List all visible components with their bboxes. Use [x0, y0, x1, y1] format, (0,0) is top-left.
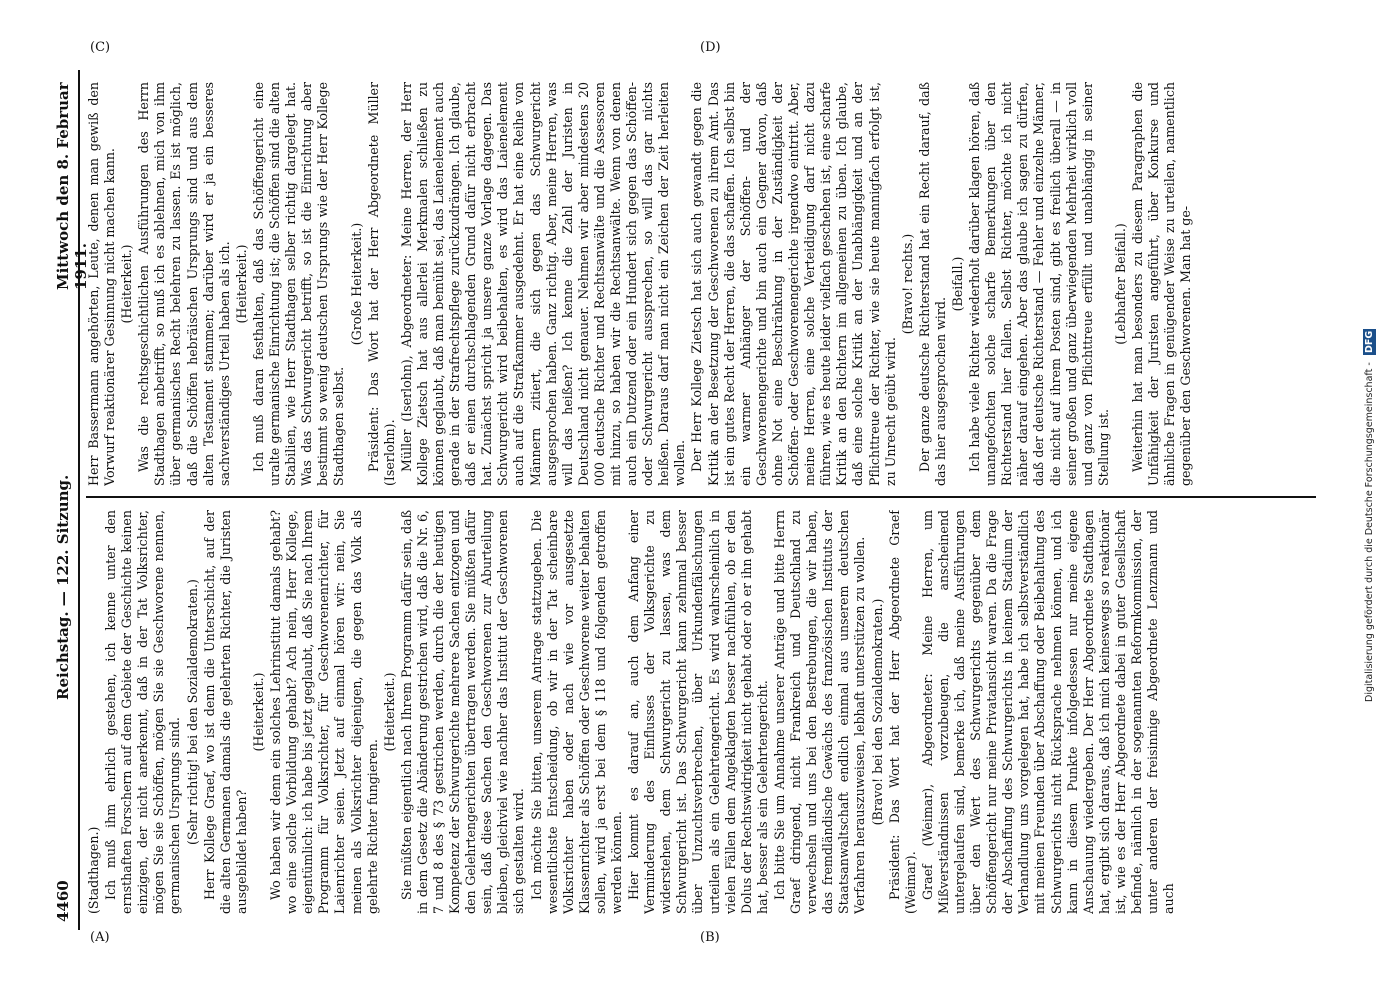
- paragraph: Ich möchte Sie bitten, unserem Antrage stattzugeben. Die wesentlichste Entscheidung, ob wir in der Tat scheinbare Volksrichter haben oder nach wie vor ausgesetzte Klassenrichter als Schöffen oder Geschworene weiter behalten sollen, wird ja erst bei dem § 118 und folgenden getroffen werden können.: [528, 510, 624, 914]
- paragraph: Ich muß daran festhalten, daß das Schöffengericht eine uralte germanische Einrichtung ist; die Schöffen sind die alten Stabilien, wie Herr Stadthagen selber richtig dargelegt hat. Was das Schwurgericht betrifft, so ist die Einrichtung aber bestimmt so wenig deutschen Ursprungs wie der Herr Kollege Stadthagen selbst.: [250, 82, 347, 486]
- paragraph: (Beifall.): [949, 256, 965, 312]
- paragraph: (Heiterkeit.): [119, 244, 135, 324]
- paragraph: Hier kommt es darauf an, auch dem Anfang einer Verminderung des Einflusses der Volksgerichte zu widerstehen, dem Schwurgericht zu lassen, was dem Schwurgericht ist. Das Schwurgericht kann zehnmal besser über Unzuchtsverbrechen, über Urkundenfälschungen urteilen als ein Gelehrtengericht. Es wird wahrscheinlich in vielen Fällen dem Angeklagten besser nachfühlen, ob er den Dolus der Rechtswidrigkeit nicht gehabt oder ob er ihn gehabt hat, besser als ein Gelehrtengericht.: [626, 510, 770, 914]
- margin-letter-d: (D): [700, 40, 721, 55]
- paragraph: Weiterhin hat man besonders zu diesem Paragraphen die Unfähigkeit der Juristen angeführt, über Konkurse und ähnliche Fragen in genügender Weise zu urteilen, namentlich gegenüber den Geschworenen. Man hat ge-: [1130, 82, 1194, 486]
- left-text-column: [86, 510, 1316, 914]
- paragraph: Präsident: Das Wort hat der Herr Abgeordnete Müller (Iserlohn).: [365, 82, 397, 486]
- paragraph: Der ganze deutsche Richterstand hat ein Recht darauf, daß das hier ausgesprochen wird.: [916, 82, 948, 486]
- paragraph: Sie müßten eigentlich nach Ihrem Programm dafür sein, daß in dem Gesetz die Abänderung gestrichen wird, daß die Nr. 6, 7 und 8 des § 73 gestrichen werden, durch die der heutigen Kompetenz der Schwurgerichte mehrere Sachen entzogen und den Gelehrtengerichten übertragen werden. Sie müßten dafür sein, daß diese Sachen den Geschworenen zur Aburteilung bleiben, gleichviel wie nachher das Institut der Geschworenen sich gestalten wird.: [398, 510, 527, 914]
- paragraph: (Sehr richtig! bei den Sozialdemokraten.): [184, 579, 200, 845]
- paragraph: (Heiterkeit.): [233, 244, 249, 324]
- credit-text: Digitalisierung gefördert durch die Deutsche Forschungsgemeinschaft -: [1364, 362, 1375, 702]
- right-text-column: [86, 82, 1316, 486]
- paragraph: (Heiterkeit.): [381, 672, 397, 752]
- margin-letter-a: (A): [90, 930, 110, 945]
- paragraph: Ich bitte Sie um Annahme unserer Anträge und bitte Herrn Graef dringend, nicht Frankreich und Deutschland zu verwechseln und uns bei den Bestrebungen, die wir haben, das fremdländische Gewächs des französischen Instituts der Staatsanwaltschaft endlich einmal aus unserem deutschen Verfahren herauszuweisen, lebhaft unterstützen zu wollen.: [771, 510, 868, 914]
- paragraph: Müller (Iserlohn), Abgeordneter: Meine Herren, der Herr Kollege Zietsch hat aus allerlei Merkmalen schließen zu können geglaubt, daß man bemüht sei, das Laienelement auch gerade in der Strafrechtspflege zurückzudrängen. Ich glaube, daß er einen durchschlagenden Grund dafür nicht erbracht hat. Zunächst spricht ja unsere ganze Vorlage dagegen. Das Schwurgericht wird beibehalten, es wird das Laienelement auch auf die Strafkammer ausgedehnt. Er hat eine Reihe von Männern zitiert, die sich gegen das Schwurgericht ausgesprochen haben. Ganz richtig. Aber, meine Herren, was will das heißen? Ich kenne die Zahl der Juristen in Deutschland nicht genauer. Nehmen wir aber mindestens 20 000 deutsche Richter und Rechtsanwälte und die Assessoren mit hinzu, so haben wir die Rechtsanwälte. Wenn von denen auch ein Dutzend oder ein Hundert sich gegen das Schöffen- oder Schwurgericht aussprechen, so will das gar nichts heißen. Daraus darf man nicht ein Zeichen der Zeit herleiten wollen.: [398, 82, 688, 486]
- digitization-credit: [1363, 12, 1377, 702]
- paragraph: Präsident: Das Wort hat der Herr Abgeordnete Graef (Weimar).: [886, 510, 918, 914]
- paragraph: (Bravo! bei den Sozialdemokraten.): [869, 598, 885, 826]
- paragraph: Graef (Weimar), Abgeordneter: Meine Herren, um Mißverständnissen vorzubeugen, die anscheinend untergelaufen sind, bemerke ich, daß meine Ausführungen über den Wert des Schwurgerichts gegenüber dem Schöffengericht nur meine Privatansicht waren. Da die Frage der Abschaffung des Schwurgerichts in keinem Stadium der Verhandlung uns vorgelegen hat, habe ich selbstverständlich mit meinen Freunden über Abschaffung oder Beibehaltung des Schwurgerichts nicht Rücksprache nehmen können, und ich kann in diesem Punkte infolgedessen nur meine eigene Anschauung wiedergeben. Der Herr Abgeordnete Stadthagen hat, ergibt sich daraus, daß ich mich keineswegs so reaktionär ist, wie es der Herr Abgeordnete dabei in guter Gesellschaft befinde, nämlich in der sogenannten Reformkommission, der unter anderen der freisinnige Abgeordnete Lenzmann und auch: [919, 510, 1177, 914]
- paragraph: Ich habe viele Richter wiederholt darüber klagen hören, daß unangefochten solche scharfe Bemerkungen über den Richterstand hier fallen. Selbst Richter, möchte ich nicht näher darauf eingehen. Aber das glaube ich sagen zu dürfen, daß der deutsche Richterstand — Fehler und einzelne Männer, die nicht auf ihrem Posten sind, gibt es freilich überall — in seiner großen und ganz überwiegenden Mehrheit wirklich voll und ganz von Pflichttreue erfüllt und unabhängig in seiner Stellung ist.: [967, 82, 1111, 486]
- paragraph: Was die rechtsgeschichtlichen Ausführungen des Herrn Stadthagen anbetrifft, so muß ich es ablehnen, mich von ihm über germanisches Recht belehren zu lassen. Es ist möglich, daß die Schöffen hebräischen Ursprungs sind und aus dem alten Testament stammen; darüber wird er ja ein besseres sachverständiges Urteil haben als ich.: [136, 82, 232, 486]
- document-page: [52, 70, 1352, 930]
- paragraph: (Bravo! rechts.): [899, 233, 915, 335]
- paragraph: Herr Kollege Graef, wo ist denn die Unterschicht, auf der die alten Germanen damals die gelehrten Richter, die Juristen ausgebildet haben?: [201, 510, 249, 914]
- column-divider: [86, 496, 1316, 498]
- paragraph: (Lebhafter Beifall.): [1112, 223, 1128, 345]
- paragraph: (Heiterkeit.): [250, 672, 266, 752]
- paragraph: (Stadthagen.): [86, 826, 101, 914]
- dfg-logo: DFG: [1364, 331, 1375, 354]
- paragraph: Wo haben wir denn ein solches Lehrinstitut damals gehabt? wo eine solche Vorbildung gehabt? Ach nein, Herr Kollege, eigentümlich: ich habe bis jetzt geglaubt, daß Sie nach Ihrem Programm für Volksrichter, für Geschworenenrichter, für Laienrichter seien. Jetzt auf einmal hören wir: nein, Sie meinen als Volksrichter diejenigen, die gegen das Volk als gelehrte Richter fungieren.: [268, 510, 380, 914]
- paragraph: Der Herr Kollege Zietsch hat sich auch gewandt gegen die Kritik an der Besetzung der Geschworenen zu ihrem Amt. Das ist ein gutes Recht der Herren, die das schaffen. Ich selbst bin ein warmer Anhänger der Schöffen- und der Geschworenengerichte und bin auch ein Gegner davon, daß ohne Not eine Beschränkung in der Zuständigkeit der Schöffen- oder Geschworenengerichte irgendwo eintritt. Aber, meine Herren, eine solche Verteidigung darf nicht dazu führen, wie es heute leider vielfach geschehen ist, eine scharfe Kritik an den Richtern im allgemeinen zu üben. Ich glaube, daß eine solche Kritik an der Unabhängigkeit und an der Pflichttreue der Richter, wie sie heute mannigfach erfolgt ist, zu Unrecht geübt wird.: [689, 82, 898, 486]
- margin-letter-b: (B): [700, 930, 720, 945]
- page-header: [52, 70, 90, 930]
- page-number: 4460: [54, 880, 72, 922]
- margin-letter-c: (C): [90, 40, 111, 55]
- paragraph: Ich muß ihm ehrlich gestehen, ich kenne unter den ernsthaften Forschern auf dem Gebiete der Geschichte keinen einzigen, der nicht anerkennt, daß in der Tat Volksrichter, mögen Sie sie Schöffen, mögen Sie sie Geschworene nennen, germanischen Ursprungs sind.: [103, 510, 183, 914]
- paragraph: Herr Bassermann angehörten, Leute, denen man gewiß den Vorwurf reaktionärer Gesinnung nicht machen kann.: [86, 82, 118, 486]
- paragraph: (Große Heiterkeit.): [348, 222, 364, 346]
- session-date: Mittwoch den 8. Februar 1911.: [54, 82, 90, 290]
- session-title: Reichstag. — 122. Sitzung.: [54, 474, 72, 700]
